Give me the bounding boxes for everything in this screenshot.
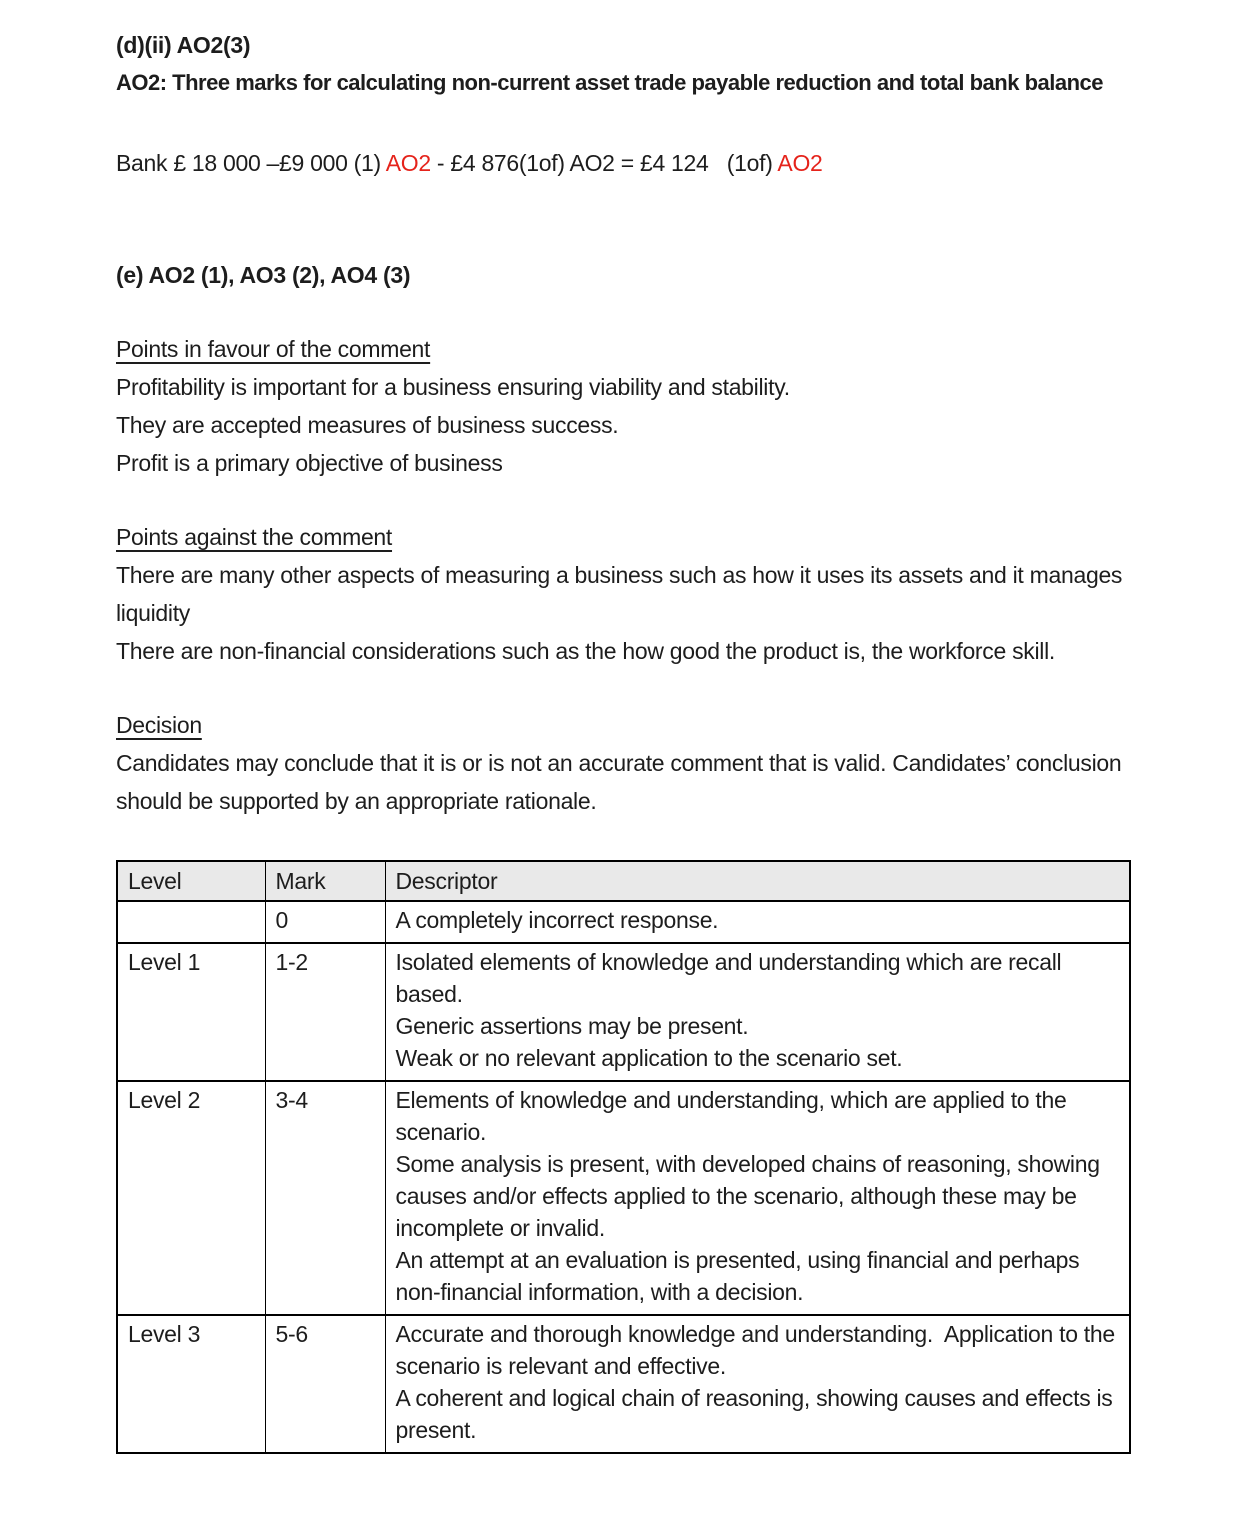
mark-cell: 5-6 <box>265 1315 385 1453</box>
mark-cell: 3-4 <box>265 1081 385 1315</box>
descriptor-paragraph: An attempt at an evaluation is presented, using financial and perhaps non-financial information, with a decision. <box>395 1247 1086 1305</box>
descriptor-paragraph: Elements of knowledge and understanding, which are applied to the scenario. <box>395 1087 1073 1145</box>
against-point: There are non-financial considerations such as the how good the product is, the workforce skill. <box>116 638 1055 664</box>
ao2-mark-tag-1: AO2 <box>385 150 431 176</box>
against-title-text: Points against the comment <box>116 524 393 550</box>
section-d-note: AO2: Three marks for calculating non-current asset trade payable reduction and total bank balance <box>116 70 1103 95</box>
descriptor-paragraph: Weak or no relevant application to the scenario set. <box>395 1045 903 1071</box>
section-e-heading: (e) AO2 (1), AO3 (2), AO4 (3) <box>116 262 411 288</box>
favour-point: Profitability is important for a business ensuring viability and stability. <box>116 374 790 400</box>
descriptor-cell <box>385 901 1130 943</box>
column-header-level: Level <box>117 861 265 901</box>
decision-title-text: Decision <box>116 712 202 738</box>
favour-title <box>116 330 1128 368</box>
favour-point: They are accepted measures of business success. <box>116 412 619 438</box>
table-row <box>117 1315 1130 1453</box>
mark-cell: 0 <box>265 901 385 943</box>
descriptor-paragraph: A coherent and logical chain of reasoning, showing causes and effects is present. <box>395 1385 1119 1443</box>
calc-part-1: Bank £ 18 000 –£9 000 (1) <box>116 150 386 176</box>
ao2-mark-tag-2: AO2 <box>777 150 823 176</box>
descriptor-cell <box>385 943 1130 1081</box>
mark-cell: 1-2 <box>265 943 385 1081</box>
level-cell: Level 3 <box>117 1315 265 1453</box>
bank-calculation-line <box>116 144 1128 182</box>
level-cell <box>117 901 265 943</box>
favour-point: Profit is a primary objective of business <box>116 450 503 476</box>
table-header-row <box>117 861 1130 901</box>
table-row <box>117 943 1130 1081</box>
descriptor-paragraph: Some analysis is present, with developed chains of reasoning, showing causes and/or effects applied to the scenario, although these may be incomplete or invalid. <box>395 1151 1106 1241</box>
descriptor-paragraph: A completely incorrect response. <box>395 907 719 933</box>
descriptor-cell <box>385 1315 1130 1453</box>
descriptor-paragraph: Accurate and thorough knowledge and understanding. Application to the scenario is relevant and effective. <box>395 1321 1121 1379</box>
descriptor-cell <box>385 1081 1130 1315</box>
against-title <box>116 518 1128 556</box>
column-header-mark: Mark <box>265 861 385 901</box>
table-row <box>117 1081 1130 1315</box>
column-header-descriptor: Descriptor <box>385 861 1130 901</box>
decision-text: Candidates may conclude that it is or is not an accurate comment that is valid. Candidates’ conclusion should be supported by an appropriate rationale. <box>116 750 1128 814</box>
decision-title <box>116 706 1128 744</box>
descriptor-paragraph: Isolated elements of knowledge and understanding which are recall based. <box>395 949 1068 1007</box>
descriptor-paragraph: Generic assertions may be present. <box>395 1013 749 1039</box>
against-point: There are many other aspects of measuring a business such as how it uses its assets and it manages liquidity <box>116 562 1129 626</box>
favour-title-text: Points in favour of the comment <box>116 336 431 362</box>
section-d-heading: (d)(ii) AO2(3) <box>116 32 251 58</box>
level-cell: Level 1 <box>117 943 265 1081</box>
level-cell: Level 2 <box>117 1081 265 1315</box>
calc-part-2: - £4 876(1of) AO2 = £4 124 (1of) <box>430 150 778 176</box>
table-row <box>117 901 1130 943</box>
level-descriptor-table <box>116 860 1131 1454</box>
